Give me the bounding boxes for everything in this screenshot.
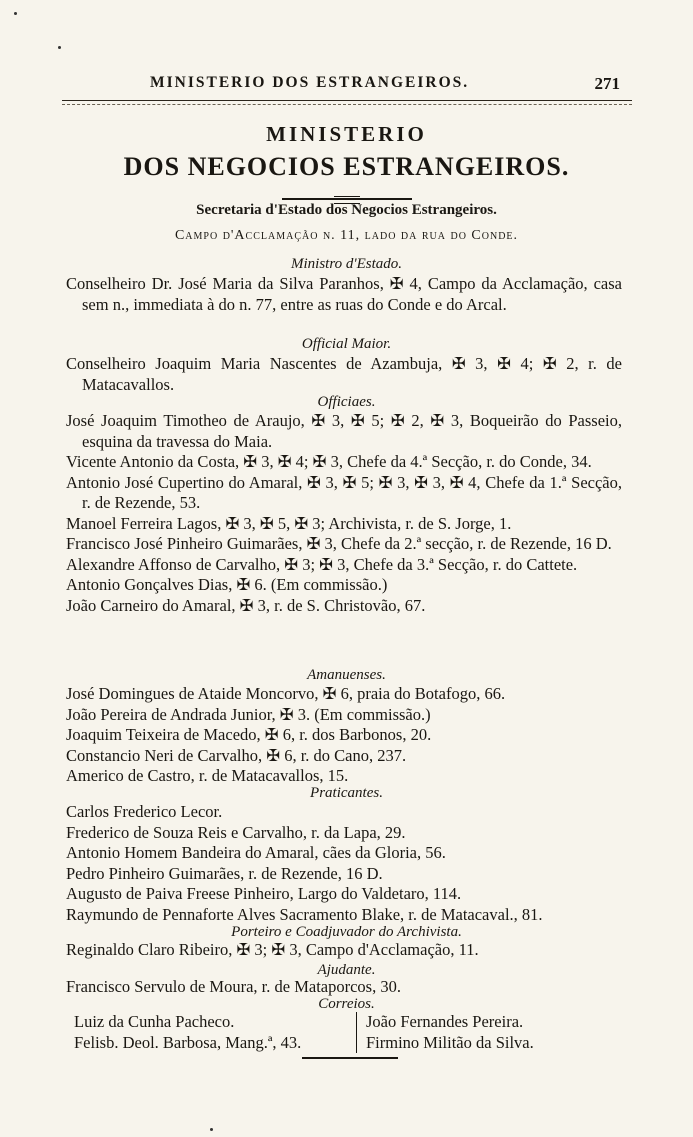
header-rule <box>62 100 632 105</box>
section-heading: Ajudante. <box>317 962 376 978</box>
list-item: Antonio Gonçalves Dias, ✠ 6. (Em commissão.) <box>66 575 388 594</box>
section-entries <box>66 354 622 395</box>
list-item: Firmino Militão da Silva. <box>366 1032 534 1052</box>
section-heading: Ministro d'Estado. <box>291 256 402 272</box>
correios-left-column <box>74 1012 357 1053</box>
section-entries <box>66 684 622 787</box>
ink-speck <box>14 12 17 15</box>
list-item: Augusto de Paiva Freese Pinheiro, Largo do Valdetaro, 114. <box>66 884 462 903</box>
list-item: Manoel Ferreira Lagos, ✠ 3, ✠ 5, ✠ 3; Archivista, r. de S. Jorge, 1. <box>66 513 512 533</box>
list-item: Pedro Pinheiro Guimarães, r. de Rezende, 16 D. <box>66 863 383 883</box>
section-entries <box>66 940 622 961</box>
correios-right-column <box>366 1012 594 1053</box>
footer-rule <box>302 1057 398 1059</box>
list-item: Reginaldo Claro Ribeiro, ✠ 3; ✠ 3, Campo d'Acclamação, 11. <box>66 940 479 959</box>
list-item: Frederico de Souza Reis e Carvalho, r. da Lapa, 29. <box>66 822 406 842</box>
list-item: Americo de Castro, r. de Matacavallos, 15. <box>66 766 349 785</box>
section-entries <box>66 977 622 998</box>
running-head <box>150 74 620 96</box>
list-item: Joaquim Teixeira de Macedo, ✠ 6, r. dos Barbonos, 20. <box>66 725 432 744</box>
list-item: José Domingues de Ataide Moncorvo, ✠ 6, praia do Botafogo, 66. <box>66 684 506 703</box>
secretaria-line: Secretaria d'Estado dos Negocios Estrangeiros. <box>196 202 497 218</box>
list-item: João Carneiro do Amaral, ✠ 3, r. de S. Christovão, 67. <box>66 595 426 615</box>
section-heading: Correios. <box>318 996 375 1012</box>
section-entries <box>66 411 622 616</box>
ink-speck <box>58 46 61 49</box>
section-heading: Porteiro e Coadjuvador do Archivista. <box>231 924 462 940</box>
running-head-title: MINISTERIO DOS ESTRANGEIROS. <box>150 74 470 91</box>
list-item: Francisco José Pinheiro Guimarães, ✠ 3, Chefe da 2.ª secção, r. de Rezende, 16 D. <box>66 534 612 553</box>
list-item: Carlos Frederico Lecor. <box>66 802 223 821</box>
list-item: Alexandre Affonso de Carvalho, ✠ 3; ✠ 3, Chefe da 3.ª Secção, r. do Cattete. <box>66 554 578 574</box>
list-item: Constancio Neri de Carvalho, ✠ 6, r. do Cano, 237. <box>66 745 407 765</box>
ink-speck <box>210 1128 213 1131</box>
section-heading: Official Maior. <box>301 336 392 352</box>
section-heading: Officiaes. <box>317 394 376 410</box>
section-heading: Praticantes. <box>310 785 383 801</box>
list-item: Conselheiro Dr. José Maria da Silva Paranhos, ✠ 4, Campo da Acclamação, casa sem n., immediata à do n. 77, entre as ruas do Conde e do Arcal. <box>66 274 622 314</box>
address-line: Campo d'Acclamação n. 11, lado da rua do Conde. <box>174 228 519 243</box>
section-heading: Amanuenses. <box>307 667 386 683</box>
list-item: Francisco Servulo de Moura, r. de Mataporcos, 30. <box>66 977 401 996</box>
section-entries <box>66 274 622 315</box>
list-item: José Joaquim Timotheo de Araujo, ✠ 3, ✠ 5; ✠ 2, ✠ 3, Boqueirão do Passeio, esquina da travessa do Maia. <box>66 411 622 451</box>
list-item: Conselheiro Joaquim Maria Nascentes de Azambuja, ✠ 3, ✠ 4; ✠ 2, r. de Matacavallos. <box>66 354 622 394</box>
list-item: Raymundo de Pennaforte Alves Sacramento Blake, r. de Matacaval., 81. <box>66 904 543 924</box>
list-item: Antonio Homem Bandeira do Amaral, cães da Gloria, 56. <box>66 843 446 862</box>
page-number: 271 <box>594 74 620 93</box>
list-item: João Fernandes Pereira. <box>366 1012 524 1031</box>
page-title-line2: DOS NEGOCIOS ESTRANGEIROS. <box>123 152 570 181</box>
section-entries <box>66 802 622 925</box>
list-item: João Pereira de Andrada Junior, ✠ 3. (Em commissão.) <box>66 704 431 724</box>
list-item: Vicente Antonio da Costa, ✠ 3, ✠ 4; ✠ 3, Chefe da 4.ª Secção, r. do Conde, 34. <box>66 452 592 471</box>
list-item: Luiz da Cunha Pacheco. <box>74 1012 235 1031</box>
list-item: Antonio José Cupertino do Amaral, ✠ 3, ✠ 5; ✠ 3, ✠ 3, ✠ 4, Chefe da 1.ª Secção, r. de Rezende, 53. <box>66 472 622 512</box>
page-title-line1: MINISTERIO <box>266 122 427 146</box>
list-item: Felisb. Deol. Barbosa, Mang.ª, 43. <box>74 1032 302 1052</box>
